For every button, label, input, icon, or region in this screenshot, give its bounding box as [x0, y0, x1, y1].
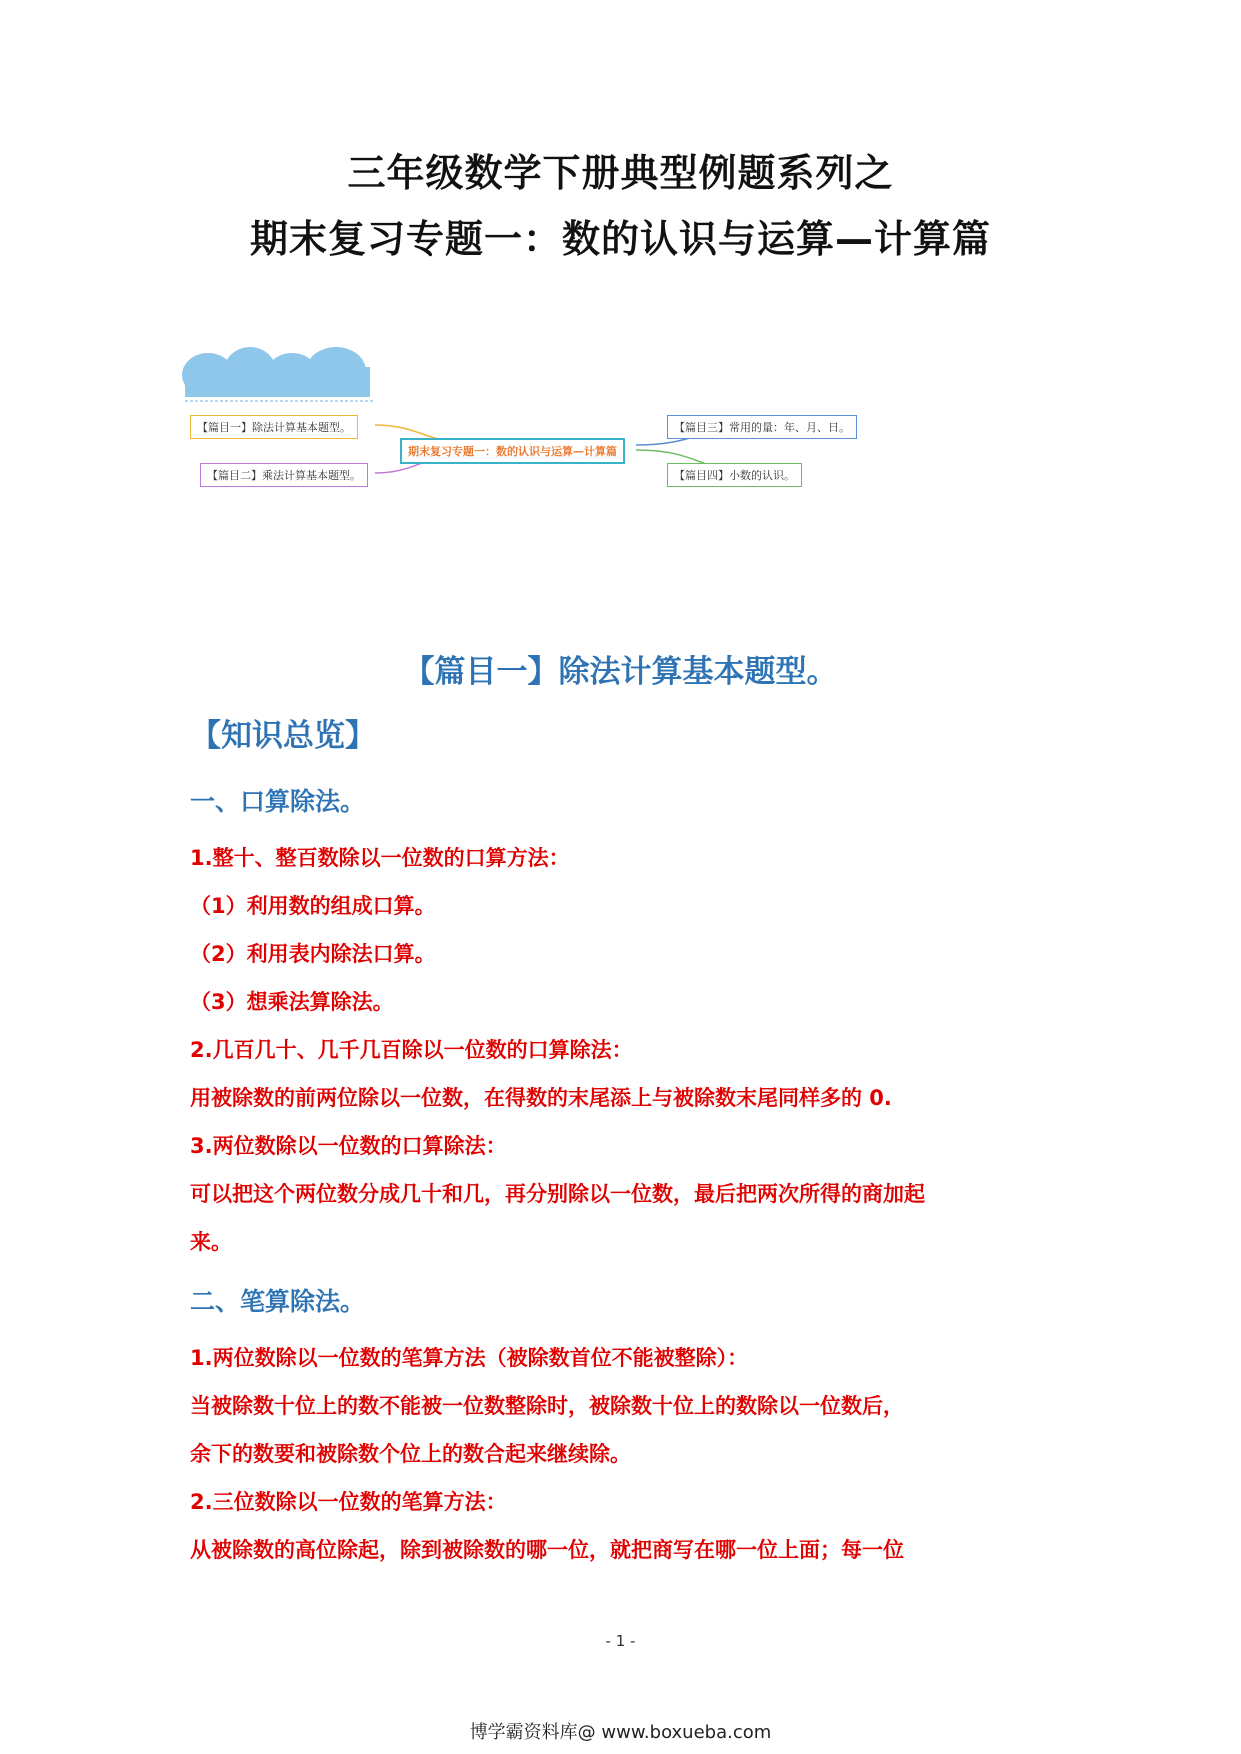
part1-line: （3）想乘法算除法。 — [190, 990, 394, 1014]
part1-line: （2）利用表内除法口算。 — [190, 942, 436, 966]
part2-line: 当被除数十位上的数不能被一位数整除时，被除数十位上的数除以一位数后， — [190, 1394, 904, 1418]
page-number: - 1 - — [605, 1632, 636, 1650]
mindmap-node-4: 【篇目四】小数的认识。 — [667, 463, 802, 487]
section-title: 【篇目一】除法计算基本题型。 — [403, 654, 838, 690]
part1-line: 用被除数的前两位除以一位数，在得数的末尾添上与被除数末尾同样多的 0. — [190, 1086, 892, 1110]
footer-watermark: 博学霸资料库@ www.boxueba.com — [469, 1722, 772, 1743]
part1-line: 可以把这个两位数分成几十和几，再分别除以一位数，最后把两次所得的商加起 — [190, 1182, 925, 1206]
part2-line: 2.三位数除以一位数的笔算方法： — [190, 1490, 507, 1514]
part1-line: 1.整十、整百数除以一位数的口算方法： — [190, 846, 570, 870]
part2-line: 1.两位数除以一位数的笔算方法（被除数首位不能被整除）： — [190, 1346, 749, 1370]
title-line-1: 三年级数学下册典型例题系列之 — [347, 151, 894, 195]
mindmap — [180, 345, 880, 495]
part1-line: 3.两位数除以一位数的口算除法： — [190, 1134, 507, 1158]
document-title — [0, 140, 1241, 272]
knowledge-title: 【知识总览】 — [190, 718, 376, 754]
part1-line: 来。 — [190, 1230, 232, 1254]
part2-line: 从被除数的高位除起，除到被除数的哪一位，就把商写在哪一位上面；每一位 — [190, 1538, 904, 1562]
part1-line: 2.几百几十、几千几百除以一位数的口算除法： — [190, 1038, 633, 1062]
mindmap-center: 期末复习专题一：数的认识与运算—计算篇 — [400, 438, 625, 464]
title-line-2: 期末复习专题一：数的认识与运算—计算篇 — [249, 217, 991, 261]
mindmap-node-3: 【篇目三】常用的量：年、月、日。 — [667, 415, 857, 439]
part2-line: 余下的数要和被除数个位上的数合起来继续除。 — [190, 1442, 631, 1466]
mindmap-node-2: 【篇目二】乘法计算基本题型。 — [200, 463, 368, 487]
part1-heading: 一、口算除法。 — [190, 787, 366, 816]
part2-heading: 二、笔算除法。 — [190, 1287, 366, 1316]
mindmap-node-1: 【篇目一】除法计算基本题型。 — [190, 415, 358, 439]
part1-line: （1）利用数的组成口算。 — [190, 894, 436, 918]
